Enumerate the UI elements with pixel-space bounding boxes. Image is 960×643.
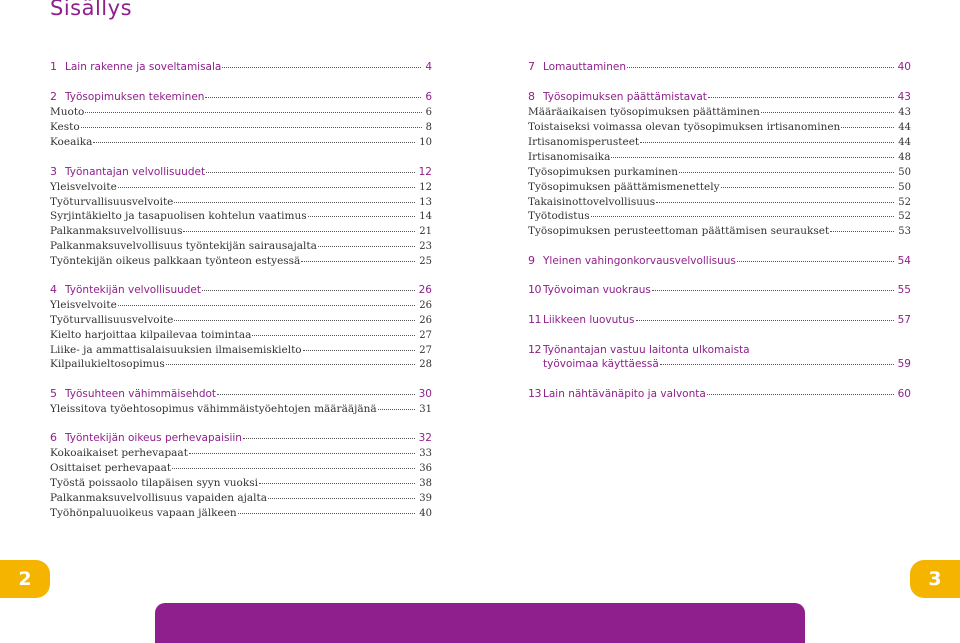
toc-section[interactable] <box>50 209 432 223</box>
leader-dots <box>238 512 416 514</box>
page-number: 54 <box>897 255 911 267</box>
chapter-title: Työnantajan velvollisuudet <box>65 166 206 178</box>
section-title: Yleisvelvoite <box>50 299 117 311</box>
toc-section[interactable] <box>528 195 911 209</box>
leader-dots <box>636 319 894 321</box>
page-number: 28 <box>419 359 432 370</box>
chapter-number: 2 <box>50 90 57 103</box>
page-number: 33 <box>419 448 432 459</box>
page-number: 40 <box>897 61 911 73</box>
leader-dots <box>85 111 421 113</box>
section-title: Osittaiset perhevapaat <box>50 462 172 474</box>
leader-dots <box>174 319 415 321</box>
chapter-title: Lain nähtävänäpito ja valvonta <box>543 388 706 400</box>
page-number: 38 <box>419 478 432 489</box>
section-title: Irtisanomisperusteet <box>528 136 640 148</box>
leader-dots <box>591 215 895 217</box>
leader-dots <box>206 171 415 173</box>
leader-dots <box>627 66 894 68</box>
chapter-number: 4 <box>50 283 57 296</box>
page-number: 36 <box>419 463 432 474</box>
page-number: 6 <box>425 107 432 118</box>
page-number: 4 <box>425 61 432 73</box>
page-number: 52 <box>898 211 911 222</box>
chapter-title: Työntekijän velvollisuudet <box>65 284 201 296</box>
chapter-title: Työntekijän oikeus perhevapaisiin <box>65 432 242 444</box>
chapter-title: Liikkeen luovutus <box>543 314 635 326</box>
page-number: 8 <box>425 122 432 133</box>
page-number: 50 <box>898 182 911 193</box>
section-title: Yleissitova työehtosopimus vähimmäistyöehtojen määrääjänä <box>50 403 377 415</box>
toc-section[interactable] <box>50 446 432 460</box>
leader-dots <box>707 393 894 395</box>
bottom-decorative-bar <box>155 603 805 643</box>
section-title: Työtodistus <box>528 210 590 222</box>
leader-dots <box>318 245 415 247</box>
section-title: Työstä poissaolo tilapäisen syyn vuoksi <box>50 477 258 489</box>
leader-dots <box>259 482 415 484</box>
leader-dots <box>172 467 415 469</box>
page-number: 21 <box>419 226 432 237</box>
leader-dots <box>660 363 894 365</box>
toc-chapter-12-line2[interactable] <box>528 357 911 371</box>
page-number-right-badge: 3 <box>910 560 960 598</box>
toc-chapter-13[interactable] <box>528 387 911 401</box>
leader-dots <box>611 156 894 158</box>
toc-section[interactable] <box>528 165 911 179</box>
page-number: 52 <box>898 197 911 208</box>
page-number: 10 <box>419 137 432 148</box>
section-title: Työsopimuksen perusteettoman päättämisen seuraukset <box>528 225 830 237</box>
toc-chapter-7[interactable] <box>528 60 911 74</box>
section-title: Työsopimuksen purkaminen <box>528 166 679 178</box>
chapter-number: 9 <box>528 254 535 267</box>
section-title: Muoto <box>50 106 85 118</box>
section-title: Työntekijän oikeus palkkaan työnteon estyessä <box>50 255 301 267</box>
page-number: 43 <box>897 91 911 103</box>
leader-dots <box>640 141 894 143</box>
leader-dots <box>303 349 416 351</box>
page-number: 13 <box>419 197 432 208</box>
page-number: 23 <box>419 241 432 252</box>
toc-section[interactable] <box>528 105 911 119</box>
section-title: Yleisvelvoite <box>50 181 117 193</box>
section-title: Kokoaikaiset perhevapaat <box>50 447 188 459</box>
toc-section[interactable] <box>50 180 432 194</box>
page-number: 60 <box>897 388 911 400</box>
page-number: 32 <box>418 432 432 444</box>
toc-chapter-3[interactable] <box>50 165 432 179</box>
chapter-number: 11 <box>528 313 541 326</box>
section-title: Palkanmaksuvelvollisuus vapaiden ajalta <box>50 492 267 504</box>
section-title: Työhönpaluuoikeus vapaan jälkeen <box>50 507 237 519</box>
section-title: Toistaiseksi voimassa olevan työsopimuksen irtisanominen <box>528 121 841 133</box>
chapter-number: 13 <box>528 387 541 400</box>
page-number: 59 <box>897 358 911 370</box>
section-title: Työturvallisuusvelvoite <box>50 196 174 208</box>
page-number: 55 <box>897 284 911 296</box>
leader-dots <box>656 201 894 203</box>
leader-dots <box>205 96 421 98</box>
leader-dots <box>166 363 416 365</box>
toc-section[interactable] <box>528 180 911 194</box>
page-number: 30 <box>418 388 432 400</box>
leader-dots <box>378 408 416 410</box>
toc-chapter-4[interactable] <box>50 283 432 297</box>
toc-chapter-12-line1[interactable] <box>528 343 911 357</box>
toc-section[interactable] <box>528 224 911 238</box>
toc-section[interactable] <box>528 150 911 164</box>
toc-chapter-8[interactable] <box>528 90 911 104</box>
toc-section[interactable] <box>50 402 432 416</box>
chapter-number: 10 <box>528 283 541 296</box>
leader-dots <box>721 186 895 188</box>
page-number: 43 <box>898 107 911 118</box>
section-title: Kilpailukieltosopimus <box>50 358 165 370</box>
chapter-number: 3 <box>50 165 57 178</box>
section-title: Kesto <box>50 121 80 133</box>
chapter-title: Lomauttaminen <box>543 61 626 73</box>
toc-section[interactable] <box>528 135 911 149</box>
leader-dots <box>189 452 415 454</box>
toc-section[interactable] <box>50 254 432 268</box>
toc-section[interactable] <box>50 461 432 475</box>
chapter-number: 6 <box>50 431 57 444</box>
page-number: 25 <box>419 256 432 267</box>
page-number: 53 <box>898 226 911 237</box>
leader-dots <box>202 289 415 291</box>
leader-dots <box>841 126 894 128</box>
page-number: 26 <box>418 284 432 296</box>
section-title: Työturvallisuusvelvoite <box>50 314 174 326</box>
section-title: Koeaika <box>50 136 93 148</box>
page-number: 44 <box>898 137 911 148</box>
leader-dots <box>301 260 415 262</box>
chapter-number: 8 <box>528 90 535 103</box>
toc-chapter-6[interactable] <box>50 431 432 445</box>
page-number: 48 <box>898 152 911 163</box>
toc-chapter-5[interactable] <box>50 387 432 401</box>
chapter-title: Työvoiman vuokraus <box>543 284 651 296</box>
toc-section[interactable] <box>50 491 432 505</box>
leader-dots <box>252 334 415 336</box>
page-number: 14 <box>419 211 432 222</box>
section-title: Määräaikaisen työsopimuksen päättäminen <box>528 106 760 118</box>
page-number: 40 <box>419 508 432 519</box>
toc-section[interactable] <box>528 120 911 134</box>
chapter-number: 1 <box>50 60 57 73</box>
leader-dots <box>93 141 415 143</box>
section-title: Irtisanomisaika <box>528 151 611 163</box>
leader-dots <box>174 201 415 203</box>
page-number-left-badge: 2 <box>0 560 50 598</box>
toc-chapter-11[interactable] <box>528 313 911 327</box>
chapter-number: 12 <box>528 343 541 356</box>
leader-dots <box>81 126 422 128</box>
toc-section[interactable] <box>528 209 911 223</box>
toc-section[interactable] <box>50 105 432 119</box>
leader-dots <box>761 111 894 113</box>
toc-section[interactable] <box>50 476 432 490</box>
page-number: 12 <box>419 182 432 193</box>
toc-section[interactable] <box>50 328 432 342</box>
toc-chapter-9[interactable] <box>528 254 911 268</box>
chapter-title: työvoimaa käyttäessä <box>543 358 659 370</box>
section-title: Takaisinottovelvollisuus <box>528 196 656 208</box>
leader-dots <box>830 230 894 232</box>
chapter-title: Työsopimuksen päättämistavat <box>543 91 707 103</box>
chapter-number: 7 <box>528 60 535 73</box>
toc-section[interactable] <box>50 135 432 149</box>
toc-section[interactable] <box>50 357 432 371</box>
toc-section[interactable] <box>50 224 432 238</box>
page-number: 26 <box>419 300 432 311</box>
page-number: 39 <box>419 493 432 504</box>
chapter-title: Yleinen vahingonkorvausvelvollisuus <box>543 255 736 267</box>
chapter-title: Työsuhteen vähimmäisehdot <box>65 388 217 400</box>
page-number: 57 <box>897 314 911 326</box>
toc-chapter-1[interactable] <box>50 60 432 74</box>
page-number: 44 <box>898 122 911 133</box>
chapter-number: 5 <box>50 387 57 400</box>
page-number: 27 <box>419 330 432 341</box>
page-number: 26 <box>419 315 432 326</box>
leader-dots <box>737 260 894 262</box>
toc-chapter-10[interactable] <box>528 283 911 297</box>
leader-dots <box>183 230 415 232</box>
page-number: 12 <box>418 166 432 178</box>
leader-dots <box>708 96 894 98</box>
leader-dots <box>679 171 894 173</box>
leader-dots <box>118 304 415 306</box>
toc-section[interactable] <box>50 120 432 134</box>
section-title: Palkanmaksuvelvollisuus <box>50 225 183 237</box>
page-number: 50 <box>898 167 911 178</box>
leader-dots <box>217 393 415 395</box>
section-title: Liike- ja ammattisalaisuuksien ilmaisemiskielto <box>50 344 302 356</box>
toc-section[interactable] <box>50 239 432 253</box>
leader-dots <box>652 289 894 291</box>
section-title: Palkanmaksuvelvollisuus työntekijän sairausajalta <box>50 240 317 252</box>
page-number: 27 <box>419 345 432 356</box>
section-title: Kielto harjoittaa kilpailevaa toimintaa <box>50 329 252 341</box>
chapter-title: Työnantajan vastuu laitonta ulkomaista <box>543 344 750 356</box>
toc-section[interactable] <box>50 343 432 357</box>
leader-dots <box>268 497 415 499</box>
page-title: Sisällys <box>50 0 133 20</box>
chapter-title: Lain rakenne ja soveltamisala <box>65 61 222 73</box>
chapter-title: Työsopimuksen tekeminen <box>65 91 205 103</box>
leader-dots <box>118 186 415 188</box>
leader-dots <box>308 215 416 217</box>
toc-section[interactable] <box>50 298 432 312</box>
toc-section[interactable] <box>50 195 432 209</box>
page-number: 31 <box>419 404 432 415</box>
section-title: Syrjintäkielto ja tasapuolisen kohtelun vaatimus <box>50 210 307 222</box>
section-title: Työsopimuksen päättämismenettely <box>528 181 720 193</box>
toc-chapter-2[interactable] <box>50 90 432 104</box>
toc-section[interactable] <box>50 506 432 520</box>
leader-dots <box>222 66 421 68</box>
leader-dots <box>243 437 415 439</box>
page-number: 6 <box>425 91 432 103</box>
toc-section[interactable] <box>50 313 432 327</box>
